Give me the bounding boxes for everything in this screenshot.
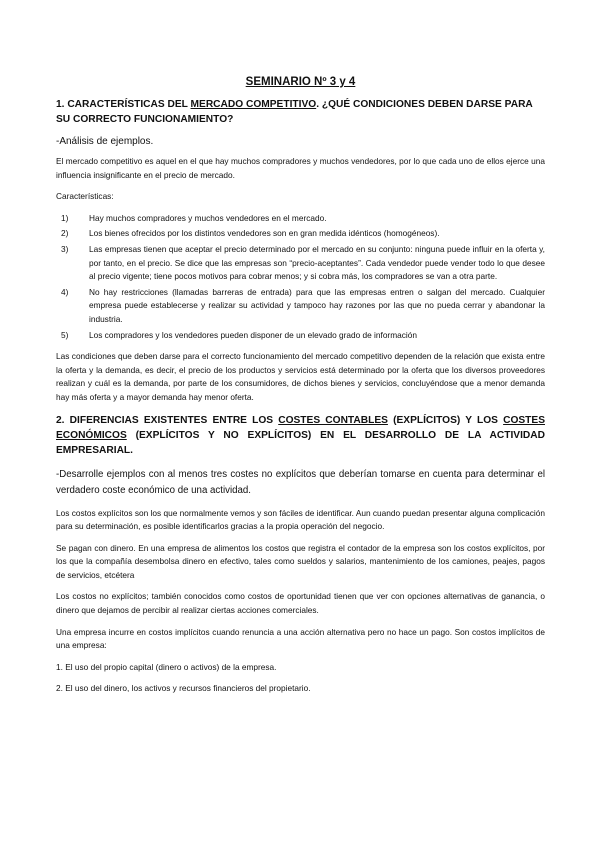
- implicit-cost-item-1: 1. El uso del propio capital (dinero o activos) de la empresa.: [56, 661, 277, 672]
- section2-heading-underlined-1: COSTES CONTABLES: [278, 414, 388, 426]
- section1-intro: El mercado competitivo es aquel en el que hay muchos compradores y muchos vendedores, por lo que cada uno de ellos ejerce una influencia insignificante en el precio de mercado.: [56, 156, 545, 180]
- section2-heading: [56, 413, 545, 458]
- list-item-text: Los compradores y los vendedores pueden disponer de un elevado grado de información: [89, 329, 417, 340]
- section2-subheading: -Desarrolle ejemplos con al menos tres costes no explícitos que deberían tomarse en cuenta para determinar el verdadero coste económico de una actividad.: [56, 468, 545, 496]
- explicit-costs-paragraph: Los costos explícitos son los que normalmente vemos y son fáciles de identificar. Aun cuando puedan presentar alguna complicación para su determinación, es posible identificarlos gracias a la propia operación del negocio.: [56, 507, 545, 532]
- non-explicit-costs-paragraph: Los costos no explícitos; también conocidos como costos de oportunidad tienen que ver con opciones alternativas de ganancia, o dinero que dejamos de percibir al realizar ciertas acciones comerciales.: [56, 591, 545, 616]
- list-item-number: 1): [61, 212, 69, 223]
- section1-heading: [56, 97, 545, 127]
- list-item: [56, 243, 545, 284]
- document-title: SEMINARIO Nº 3 y 4: [245, 76, 356, 88]
- section2-heading-underlined-2: COSTES ECONÓMICOS: [56, 414, 545, 441]
- section1-subheading: -Análisis de ejemplos.: [56, 136, 154, 147]
- list-item: [56, 212, 545, 226]
- section2-heading-part3: (EXPLÍCITOS Y NO EXPLÍCITOS) EN EL DESARROLLO DE LA ACTIVIDAD EMPRESARIAL.: [56, 429, 545, 456]
- list-item-text: No hay restricciones (llamadas barreras de entrada) para que las empresas entren o salgan del mercado. Cualquier empresa puede establecerse y realizar su actividad y tampoco hay razones por las que no pueda cerrar y abandonar la industria.: [89, 286, 545, 324]
- list-item-text: Las empresas tienen que aceptar el precio determinado por el mercado en su conjunto: ninguna puede influir en la oferta y, por tanto, en el precio. Se dice que las empresas son “precio-aceptantes”. Cada vendedor puede vender todo lo que desee al precio vigente; tiene pocos motivos para cobrar menos; y si cobra más, los compradores se van a otra parte.: [89, 243, 545, 282]
- document-page: [56, 76, 545, 704]
- list-item-text: Hay muchos compradores y muchos vendedores en el mercado.: [89, 212, 327, 223]
- characteristics-label: Características:: [56, 191, 114, 202]
- section2-heading-part1: 2. DIFERENCIAS EXISTENTES ENTRE LOS: [56, 414, 279, 426]
- conditions-paragraph: Las condiciones que deben darse para el correcto funcionamiento del mercado competitivo dependen de la relación que exista entre la oferta y la demanda, es decir, el precio de los productos y servicios está determinado por la oferta que los diversos proveedores realizan y cuál es la demanda, por parte de los consumidores, de dichos bienes y servicios, concluyéndose que a menor demanda hay más oferta y a mayor demanda hay menor oferta.: [56, 351, 545, 402]
- implicit-costs-paragraph: Una empresa incurre en costos implícitos cuando renuncia a una acción alternativa pero no hace un pago. Son costos implícitos de una empresa:: [56, 626, 545, 651]
- list-item-number: 3): [61, 243, 69, 254]
- list-item-number: 5): [61, 329, 69, 340]
- section1-heading-underlined: MERCADO COMPETITIVO: [190, 99, 317, 110]
- list-item: [56, 227, 545, 241]
- section2-heading-part2: (EXPLÍCITOS) Y LOS: [387, 414, 504, 426]
- paid-with-money-paragraph: Se pagan con dinero. En una empresa de alimentos los costos que registra el contador de la empresa son los costos explícitos, por los que la compañía desembolsa dinero en efectivo, tales como sueldos y salarios, mantenimiento de los camiones, peajes, pagos de servicios, etcétera: [56, 542, 545, 580]
- list-item: [56, 329, 545, 343]
- list-item-number: 4): [61, 286, 69, 297]
- characteristics-list: [56, 212, 545, 342]
- section1-heading-prefix: 1. CARACTERÍSTICAS DEL: [56, 99, 191, 110]
- list-item-number: 2): [61, 228, 69, 239]
- implicit-cost-item-2: 2. El uso del dinero, los activos y recursos financieros del propietario.: [56, 683, 311, 694]
- list-item: [56, 286, 545, 327]
- section1-heading-suffix: . ¿QUÉ CONDICIONES DEBEN DARSE PARA SU CORRECTO FUNCIONAMIENTO?: [56, 99, 533, 125]
- list-item-text: Los bienes ofrecidos por los distintos vendedores son en gran medida idénticos (homogéneos).: [89, 228, 440, 239]
